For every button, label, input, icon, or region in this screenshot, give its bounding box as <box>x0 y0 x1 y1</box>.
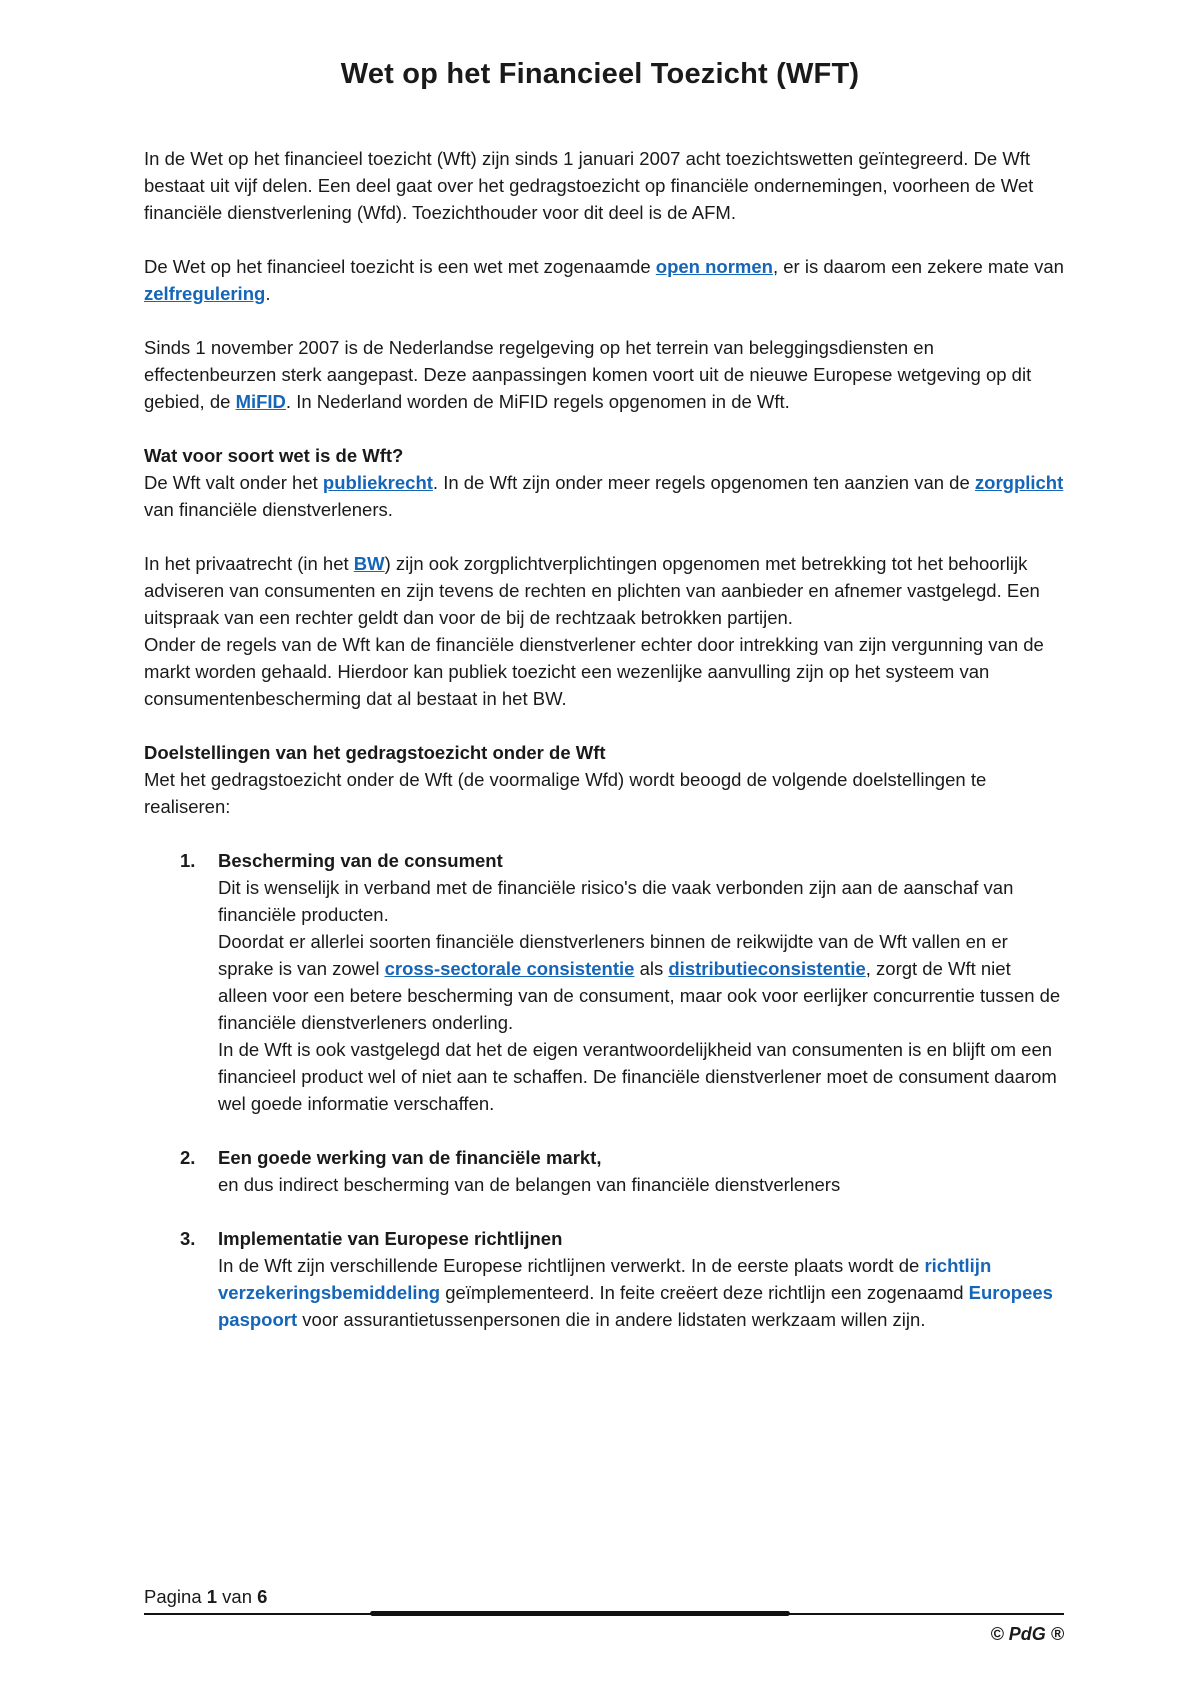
list-item <box>144 1225 1064 1333</box>
link-distributieconsistentie[interactable]: distributieconsistentie <box>668 958 866 979</box>
term-richtlijn-verzekeringsbemiddeling: richtlijn verzekeringsbemiddeling <box>218 1255 992 1303</box>
link-mifid[interactable]: MiFID <box>235 391 286 412</box>
list-number: 3. <box>180 1228 196 1249</box>
link-bw[interactable]: BW <box>353 553 385 574</box>
text: . In Nederland worden de MiFID regels opgenomen in de Wft. <box>285 391 790 412</box>
page-title: Wet op het Financieel Toezicht (WFT) <box>340 58 860 90</box>
text: De Wet op het financieel toezicht is een wet met zogenaamde <box>144 256 656 277</box>
text: Sinds 1 november 2007 is de Nederlandse regelgeving op het terrein van beleggingsdiensten en effectenbeurzen sterk aangepast. Deze aanpassingen komen voort uit de nieuwe Europese wetgeving op dit gebied, de <box>144 337 1032 412</box>
list-item-text: en dus indirect bescherming van de belangen van financiële dienstverleners <box>218 1174 841 1195</box>
text: ) zijn ook zorgplichtverplichtingen opgenomen met betrekking tot het behoorlijk adviseren van consumenten en zijn tevens de rechten en plichten van aanbieder en afnemer vastgelegd. Een uitspraak van een rechter geldt dan voor de bij de rechtzaak betrokken partijen. <box>144 553 1040 628</box>
section-heading: Wat voor soort wet is de Wft? <box>144 445 404 466</box>
section-doelstellingen <box>144 739 1064 820</box>
copyright-notice: © PdG ® <box>990 1624 1064 1644</box>
footer-divider-accent <box>370 1611 790 1616</box>
section-soort-wet <box>144 442 1064 523</box>
doelstellingen-list <box>144 847 1064 1333</box>
link-publiekrecht[interactable]: publiekrecht <box>322 472 433 493</box>
paragraph-mifid <box>144 334 1064 415</box>
text: In de Wft zijn verschillende Europese richtlijnen verwerkt. In de eerste plaats wordt de <box>218 1255 925 1276</box>
list-number: 2. <box>180 1147 196 1168</box>
text: , zorgt de Wft niet alleen voor een betere bescherming van de consument, maar ook voor eerlijker concurrentie tussen de financiële dienstverleners onderling. <box>218 958 1061 1033</box>
section-heading: Doelstellingen van het gedragstoezicht onder de Wft <box>144 742 606 763</box>
current-page: 1 <box>206 1586 218 1607</box>
list-item-text: In de Wft is ook vastgelegd dat het de eigen verantwoordelijkheid van consumenten is en blijft om een financieel product wel of niet aan te schaffen. De financiële dienstverlener moet de consument daarom wel goede informatie verschaffen. <box>218 1039 1057 1114</box>
paragraph-open-normen <box>144 253 1064 307</box>
text: . <box>265 283 271 304</box>
list-item-heading: Implementatie van Europese richtlijnen <box>218 1228 563 1249</box>
text: Doordat er allerlei soorten financiële dienstverleners binnen de reikwijdte van de Wft vallen en er sprake is van zowel <box>218 931 1008 979</box>
text: geïmplementeerd. In feite creëert deze richtlijn een zogenaamd <box>440 1282 969 1303</box>
text: van <box>217 1586 258 1607</box>
paragraph-privaatrecht <box>144 550 1064 631</box>
list-item-heading: Bescherming van de consument <box>218 850 503 871</box>
term-europees-paspoort: Europees paspoort <box>218 1282 1053 1330</box>
text: voor assurantietussenpersonen die in andere lidstaten werkzaam willen zijn. <box>297 1309 926 1330</box>
list-item-text <box>218 928 1064 1036</box>
list-item <box>144 847 1064 1117</box>
text: . In de Wft zijn onder meer regels opgenomen ten aanzien van de <box>432 472 975 493</box>
link-open-normen[interactable]: open normen <box>655 256 773 277</box>
document-body <box>144 145 1064 1360</box>
list-item-text: Dit is wenselijk in verband met de financiële risico's die vaak verbonden zijn aan de aanschaf van financiële producten. <box>218 877 1014 925</box>
page-number <box>144 1586 267 1608</box>
list-item-text <box>218 1252 1064 1333</box>
link-zelfregulering[interactable]: zelfregulering <box>144 283 266 304</box>
text: als <box>634 958 669 979</box>
link-cross-sectorale-consistentie[interactable]: cross-sectorale consistentie <box>384 958 635 979</box>
text: van financiële dienstverleners. <box>144 499 393 520</box>
text: Pagina <box>144 1586 207 1607</box>
text: Met het gedragstoezicht onder de Wft (de voormalige Wfd) wordt beoogd de volgende doelstellingen te realiseren: <box>144 769 987 817</box>
list-number: 1. <box>180 850 196 871</box>
total-pages: 6 <box>257 1586 268 1607</box>
list-item <box>144 1144 1064 1198</box>
text: In het privaatrecht (in het <box>144 553 354 574</box>
intro-paragraph: In de Wet op het financieel toezicht (Wft) zijn sinds 1 januari 2007 acht toezichtswetten geïntegreerd. De Wft bestaat uit vijf delen. Een deel gaat over het gedragstoezicht op financiële ondernemingen, voorheen de Wet financiële dienstverlening (Wfd). Toezichthouder voor dit deel is de AFM. <box>144 148 1034 223</box>
paragraph-vergunning: Onder de regels van de Wft kan de financiële dienstverlener echter door intrekking van zijn vergunning van de markt worden gehaald. Hierdoor kan publiek toezicht een wezenlijke aanvulling zijn op het systeem van consumentenbescherming dat al bestaat in het BW. <box>144 634 1044 709</box>
list-item-heading: Een goede werking van de financiële markt, <box>218 1147 602 1168</box>
text: , er is daarom een zekere mate van <box>772 256 1064 277</box>
link-zorgplicht[interactable]: zorgplicht <box>974 472 1064 493</box>
text: De Wft valt onder het <box>144 472 323 493</box>
